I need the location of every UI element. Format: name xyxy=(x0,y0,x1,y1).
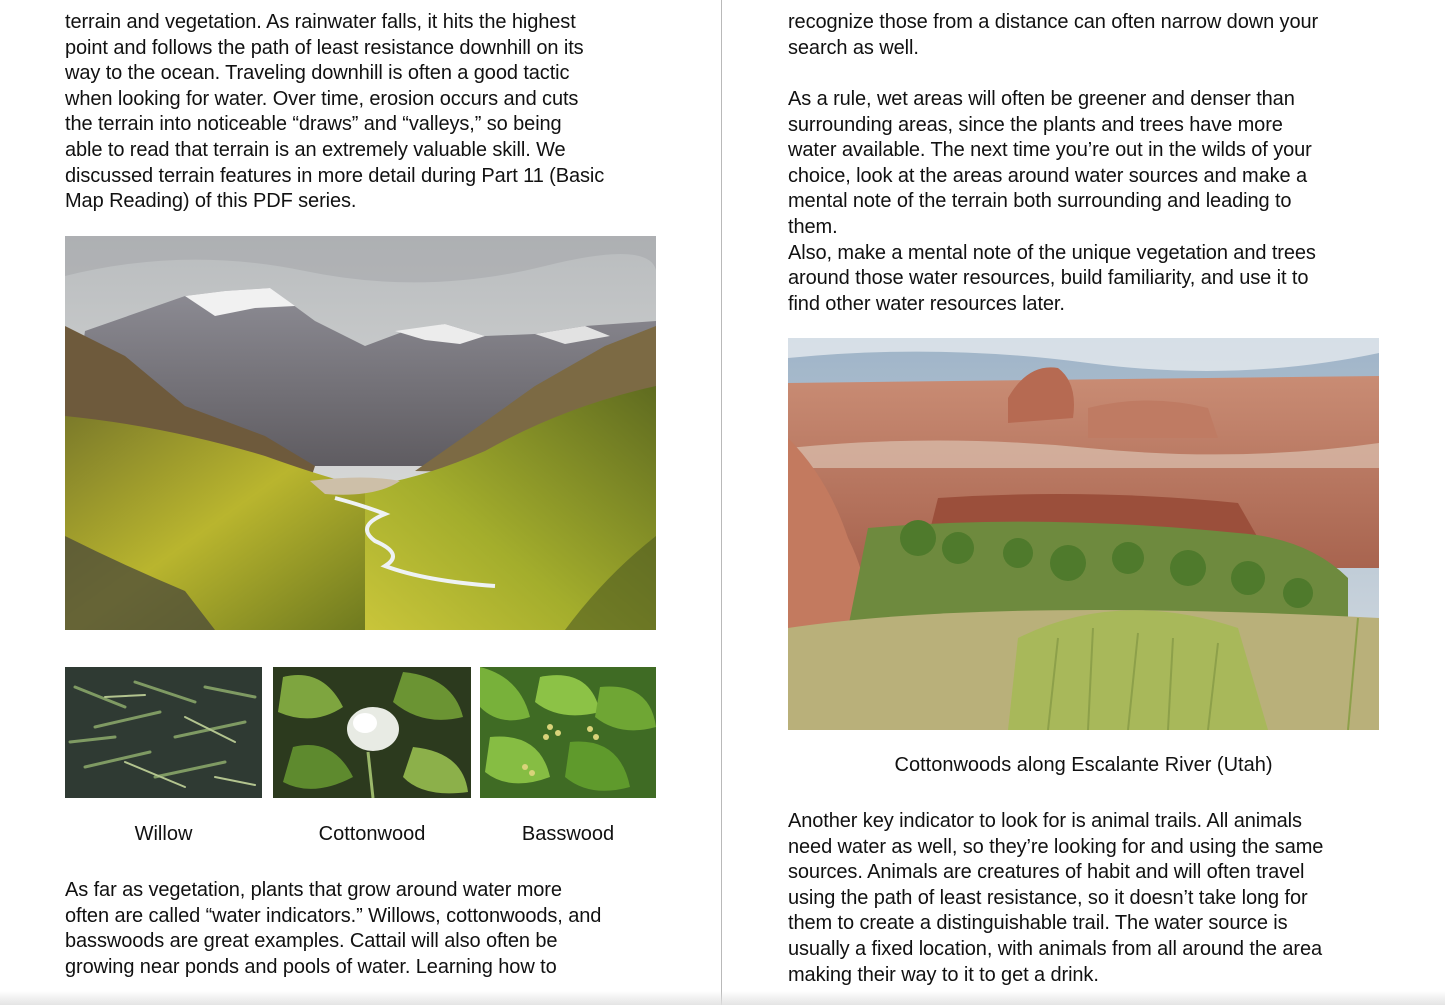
willow-photo xyxy=(65,667,262,798)
wet-areas-paragraph: As a rule, wet areas will often be greener and denser than surrounding areas, since the plants and trees have more water available. The next time you’re out in the wilds of your choice, look at the areas around water sources and make a mental note of the terrain both surrounding and leading to them. Also, make a mental note of the unique vegetation and trees around those water resources, build familiarity, and use it to find other water resources later. xyxy=(788,88,1316,315)
left-closing-paragraph: As far as vegetation, plants that grow around water more often are called “water indicators.” Willows, cottonwoods, and basswoods are great examples. Cattail will also often be growing near ponds and pools of water. Learning how to xyxy=(65,879,602,978)
willow-caption: Willow xyxy=(134,823,193,845)
escalante-caption: Cottonwoods along Escalante River (Utah) xyxy=(894,754,1273,776)
animal-trails-paragraph: Another key indicator to look for is animal trails. All animals need water as well, so they’re looking for and using the same sources. Animals are creatures of habit and will often travel using the path of least resistance, so it doesn’t take long for them to create a distinguishable trail. The water source is usually a fixed location, with animals from all around the area making their way to it to get a drink. xyxy=(788,810,1324,986)
page-divider xyxy=(721,0,722,1005)
cottonwood-photo xyxy=(273,667,471,798)
mountain-valley-photo xyxy=(65,236,656,630)
bottom-edge-shadow xyxy=(0,991,1445,1005)
basswood-caption: Basswood xyxy=(521,823,615,845)
cottonwood-caption: Cottonwood xyxy=(318,823,426,845)
escalante-river-photo xyxy=(788,338,1379,730)
basswood-photo xyxy=(480,667,656,798)
left-intro-paragraph: terrain and vegetation. As rainwater falls, it hits the highest point and follows the path of least resistance downhill on its way to the ocean. Traveling downhill is often a good tactic when looking for water. Over time, erosion occurs and cuts the terrain into noticeable “draws” and “valleys,” so being able to read that terrain is an extremely valuable skill. We discussed terrain features in more detail during Part 11 (Basic Map Reading) of this PDF series. xyxy=(65,11,605,213)
right-intro-paragraph: recognize those from a distance can often narrow down your search as well. xyxy=(788,11,1319,59)
